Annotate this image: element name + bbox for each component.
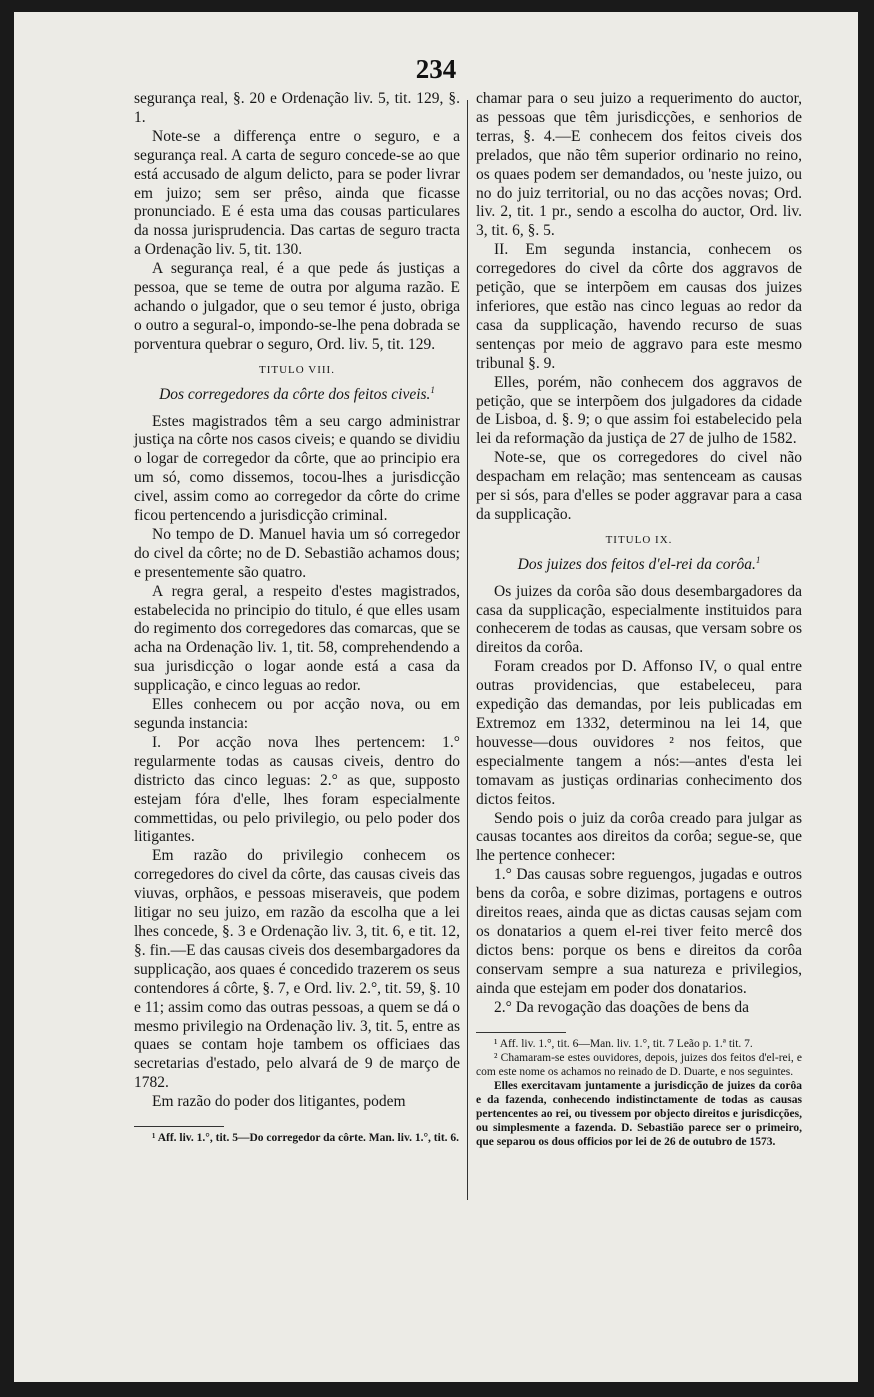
document-page	[14, 12, 858, 1382]
left-column	[134, 90, 460, 1145]
right-column	[476, 90, 802, 1149]
paragraph: Note-se a differença entre o seguro, e a segurança real. A carta de seguro concede-se ao que está accusado de algum delicto, para se poder livrar em juizo; sem ser prêso, ainda que ficasse pronunciado. E é esta uma das cousas particulares da nossa jurisprudencia. Das cartas de seguro tracta a Ordenação liv. 5, tit. 130.	[134, 127, 460, 259]
titulo-heading	[476, 556, 802, 575]
paragraph: Note-se, que os corregedores do civel não despacham em relação; mas sentenceam as causas per si sós, para d'elles se poder aggravar para a casa da supplicação.	[476, 449, 802, 523]
paragraph: Elles, porém, não conhecem dos aggravos de petição, que se interpõem dos julgadores da cidade de Lisboa, d. §. 9; o que assim foi estabelecido pela lei da reformação da justiça de 27 de julho de 1582.	[476, 373, 802, 448]
paragraph: I. Por acção nova lhes pertencem: 1.° regularmente todas as causas civeis, dentro do districto das cinco leguas: 2.° as que, supposto estejam fóra d'elle, lhes foram especialmente commettidas, ou pelo privilegio, ou pelo poder dos litigantes.	[134, 733, 460, 846]
footnote: ¹ Aff. liv. 1.°, tit. 5—Do corregedor da côrte. Man. liv. 1.°, tit. 6.	[152, 1132, 460, 1145]
footnote-rule	[476, 1032, 566, 1033]
paragraph: Elles conhecem ou por acção nova, ou em segunda instancia:	[134, 696, 460, 732]
titulo-heading-text: Dos juizes dos feitos d'el-rei da corôa.	[517, 555, 756, 573]
titulo-label: TITULO IX.	[605, 533, 673, 546]
paragraph: Estes magistrados têm a seu cargo administrar justiça na côrte nos casos civeis; e quando se dividiu o logar de corregedor da côrte, que ao principio era um só, como dissemos, tocou-lhes a jurisdicção civel, assim como ao corregedor da côrte do crime ficou pertencendo a jurisdicção criminal.	[134, 412, 460, 525]
paragraph: II. Em segunda instancia, conhecem os corregedores do civel da côrte dos aggravos de petição, que se interpõem em causas dos juizes inferiores, que estão nas cinco leguas ao redor da casa da supplicação, havendo recurso de suas sentenças por meio de aggravo para este mesmo tribunal §. 9.	[476, 241, 802, 372]
footnote: ¹ Aff. liv. 1.°, tit. 6—Man. liv. 1.°, tit. 7 Leão p. 1.ª tit. 7.	[494, 1037, 753, 1050]
paragraph: chamar para o seu juizo a requerimento do auctor, as pessoas que têm jurisdicções, e senhorios de terras, §. 4.—E conhecem dos feitos civeis dos prelados, que não têm superior ordinario no reino, os quaes podem ser demandados, ou 'neste juizo, ou no do juiz territorial, ou no das acções novas; Ord. liv. 2, tit. 1 pr., sendo a escolha do auctor, Ord. liv. 3, tit. 6, §. 5.	[476, 90, 802, 240]
titulo-heading-text: Dos corregedores da côrte dos feitos civeis.	[159, 385, 431, 403]
footnote-mark: 1	[430, 384, 435, 395]
footnote-mark: 1	[755, 554, 761, 565]
paragraph: 1.° Das causas sobre reguengos, jugadas e outros bens da corôa, e sobre dizimas, portagens e outros direitos reaes, ainda que as dictas causas sejam com os donatarios a quem el-rei tiver feito mercê dos dictos bens: porque os bens e direitos da corôa conservam sempre a sua natureza e privilegios, ainda que estejam em poder dos donatarios.	[476, 866, 802, 997]
titulo-heading	[134, 386, 460, 405]
footnote: Elles exercitavam juntamente a jurisdicção de juizes da corôa e da fazenda, conhecendo indistinctamente de todas as causas pertencentes ao rei, ou tivessem por objecto direitos e jurisdicções, ou simplesmente a fazenda. D. Sebastião parece ser o primeiro, que separou os dous officios por lei de 26 de outubro de 1573.	[476, 1079, 802, 1148]
paragraph: Os juizes da corôa são dous desembargadores da casa da supplicação, especialmente instituidos para conhecerem de todas as causas, que versam sobre os direitos da corôa.	[476, 582, 802, 657]
column-divider	[467, 100, 468, 1200]
page-number: 234	[415, 54, 457, 84]
paragraph: A segurança real, é a que pede ás justiças a pessoa, que se teme de outra por alguma razão. E achando o julgador, que o seu temor é justo, obriga o outro a segural-o, impondo-se-lhe pena dobrada se porventura quebrar o seguro, Ord. liv. 5, tit. 129.	[134, 260, 460, 353]
footnote-rule	[134, 1126, 224, 1127]
footnote: ² Chamaram-se estes ouvidores, depois, juizes dos feitos d'el-rei, e com este nome os achamos no reinado de D. Duarte, e nos seguintes.	[476, 1051, 802, 1078]
paragraph: Foram creados por D. Affonso IV, o qual entre outras providencias, que estabeleceu, para expedição das demandas, por leis publicadas em Extremoz em 1332, determinou na lei 14, que houvesse—dous ouvidores ² nos feitos, que especialmente tangem a nós:—antes d'esta lei tomavam as justiças ordinarias conhecimento dos dictos feitos.	[476, 658, 802, 808]
paragraph: No tempo de D. Manuel havia um só corregedor do civel da côrte; no de D. Sebastião achamos dous; e presentemente são quatro.	[134, 525, 460, 581]
titulo-label: TITULO VIII.	[259, 363, 335, 376]
paragraph: Em razão do poder dos litigantes, podem	[152, 1093, 406, 1111]
paragraph: 2.° Da revogação das doações de bens da	[494, 998, 749, 1016]
paragraph: Sendo pois o juiz da corôa creado para julgar as causas tocantes aos direitos da corôa; segue-se, que lhe pertence conhecer:	[476, 809, 802, 865]
paragraph: Em razão do privilegio conhecem os corregedores do civel da côrte, das causas civeis das viuvas, orphãos, e pessoas miseraveis, que podem litigar no seu juizo, em razão da escolha que a lei lhes concede, §. 3 e Ordenação liv. 3, tit. 6, e tit. 12, §. fin.—E das causas civeis dos desembargadores da supplicação, aos quaes é concedido trazerem os seus contendores á côrte, §. 7, e Ord. liv. 2.°, tit. 59, §. 10 e 11; assim como das outras pessoas, a quem se dá o mesmo privilegio na Ordenação liv. 3, tit. 5, entre as quaes se contam hoje tambem os officiaes das secretarias d'estado, pelo alvará de 9 de março de 1782.	[134, 847, 460, 1092]
paragraph: segurança real, §. 20 e Ordenação liv. 5, tit. 129, §. 1.	[134, 90, 460, 126]
paragraph: A regra geral, a respeito d'estes magistrados, estabelecida no principio do titulo, é que elles usam do regimento dos corregedores das comarcas, que se acha na Ordenação liv. 1, tit. 58, comprehendendo a sua jurisdicção o logar aonde está a casa da supplicação, e cinco leguas ao redor.	[134, 582, 460, 695]
